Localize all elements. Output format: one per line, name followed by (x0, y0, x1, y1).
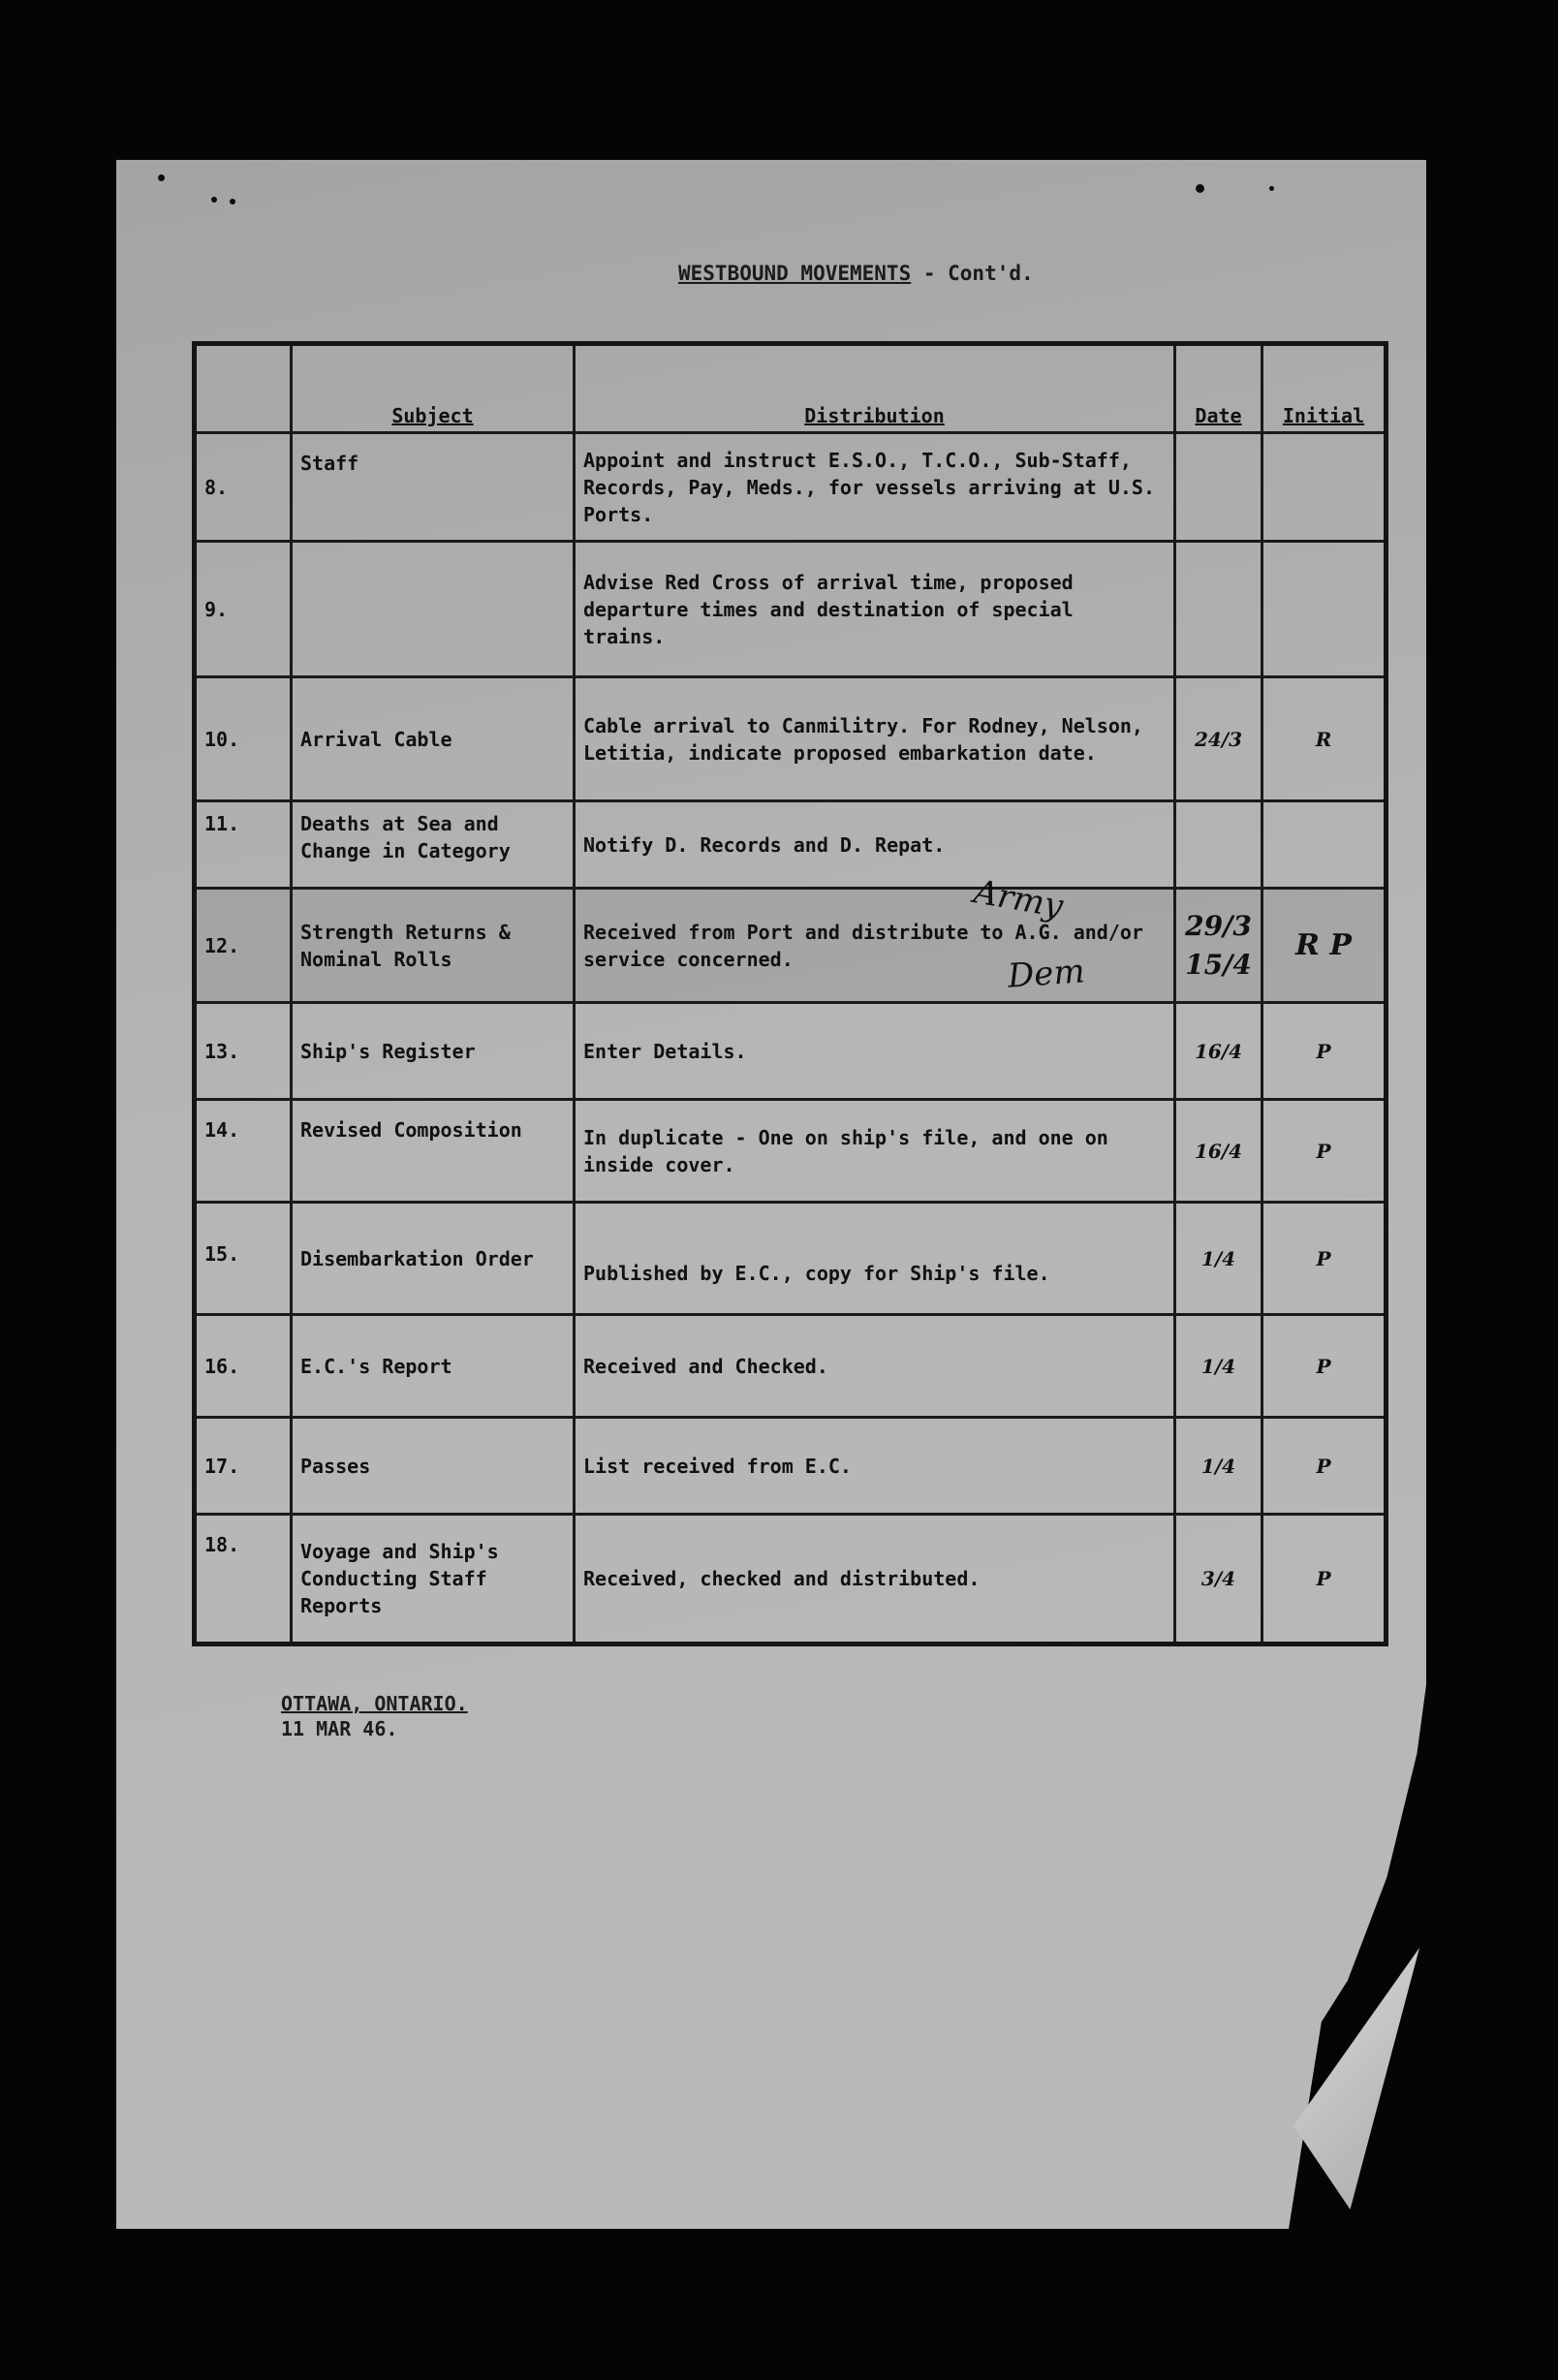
row-subject: Staff (292, 433, 575, 542)
row-distribution: Received from Port and distribute to A.G. and/or service concerned. (575, 889, 1175, 1003)
row-initial (1262, 542, 1387, 677)
row-distribution: Appoint and instruct E.S.O., T.C.O., Sub-Staff, Records, Pay, Meds., for vessels arriving at U.S. Ports. (575, 433, 1175, 542)
row-number: 11. (195, 801, 292, 889)
row-subject: Voyage and Ship's Conducting Staff Reports (292, 1515, 575, 1644)
row-date: 1/4 (1175, 1418, 1262, 1515)
table-row (195, 677, 1387, 801)
table-row (195, 1003, 1387, 1100)
dust-speck (1196, 184, 1204, 193)
row-initial: R P (1262, 889, 1387, 1003)
dust-speck (211, 197, 217, 203)
table-row (195, 1418, 1387, 1515)
row-date: 1/4 (1175, 1315, 1262, 1418)
table-header-row (195, 344, 1387, 433)
row-date: 1/4 (1175, 1203, 1262, 1315)
header-distribution: Distribution (575, 344, 1175, 433)
table-row (195, 542, 1387, 677)
row-date (1175, 542, 1262, 677)
row-initial: P (1262, 1515, 1387, 1644)
table-row (195, 801, 1387, 889)
row-distribution: Received and Checked. (575, 1315, 1175, 1418)
row-date: 3/4 (1175, 1515, 1262, 1644)
table-row (195, 1100, 1387, 1203)
title-suffix: - Cont'd. (911, 262, 1034, 285)
row-number: 13. (195, 1003, 292, 1100)
row-initial: P (1262, 1203, 1387, 1315)
table-row (195, 1203, 1387, 1315)
row-subject: E.C.'s Report (292, 1315, 575, 1418)
table-row (195, 1315, 1387, 1418)
handwritten-note-dem: Dem (1006, 952, 1086, 996)
row-number: 18. (195, 1515, 292, 1644)
footer-place: OTTAWA, ONTARIO. (281, 1692, 468, 1715)
dust-speck (1269, 186, 1274, 191)
header-subject: Subject (292, 344, 575, 433)
table-row (195, 433, 1387, 542)
row-number: 10. (195, 677, 292, 801)
document-footer (281, 1691, 468, 1741)
row-date (1175, 801, 1262, 889)
row-distribution: Received, checked and distributed. (575, 1515, 1175, 1644)
row-date: 29/3 15/4 (1175, 889, 1262, 1003)
title-heading: WESTBOUND MOVEMENTS (678, 262, 912, 285)
row-number: 17. (195, 1418, 292, 1515)
row-number: 14. (195, 1100, 292, 1203)
header-date: Date (1175, 344, 1262, 433)
row-date: 16/4 (1175, 1003, 1262, 1100)
handwritten-note-army: Army (971, 872, 1067, 926)
row-number: 12. (195, 889, 292, 1003)
row-subject (292, 542, 575, 677)
table-row (195, 1515, 1387, 1644)
header-initial: Initial (1262, 344, 1387, 433)
row-initial: R (1262, 677, 1387, 801)
row-date (1175, 433, 1262, 542)
table-row (195, 889, 1387, 1003)
row-subject: Revised Composition (292, 1100, 575, 1203)
row-initial: P (1262, 1003, 1387, 1100)
row-distribution: Cable arrival to Canmilitry. For Rodney, Nelson, Letitia, indicate proposed embarkation date. (575, 677, 1175, 801)
page-title (678, 262, 1034, 285)
row-distribution: Advise Red Cross of arrival time, proposed departure times and destination of special trains. (575, 542, 1175, 677)
row-subject: Deaths at Sea and Change in Category (292, 801, 575, 889)
row-number: 9. (195, 542, 292, 677)
row-subject: Strength Returns & Nominal Rolls (292, 889, 575, 1003)
row-initial: P (1262, 1315, 1387, 1418)
row-number: 15. (195, 1203, 292, 1315)
row-initial (1262, 433, 1387, 542)
row-initial: P (1262, 1100, 1387, 1203)
row-subject: Passes (292, 1418, 575, 1515)
row-date: 16/4 (1175, 1100, 1262, 1203)
movements-table (192, 341, 1388, 1646)
header-number (195, 344, 292, 433)
row-number: 16. (195, 1315, 292, 1418)
dust-speck (230, 199, 235, 204)
row-subject: Arrival Cable (292, 677, 575, 801)
row-subject: Disembarkation Order (292, 1203, 575, 1315)
row-number: 8. (195, 433, 292, 542)
row-distribution: List received from E.C. (575, 1418, 1175, 1515)
footer-date: 11 MAR 46. (281, 1717, 398, 1740)
row-subject: Ship's Register (292, 1003, 575, 1100)
row-initial (1262, 801, 1387, 889)
row-date: 24/3 (1175, 677, 1262, 801)
dust-speck (158, 174, 165, 181)
row-distribution: Notify D. Records and D. Repat. (575, 801, 1175, 889)
row-initial: P (1262, 1418, 1387, 1515)
row-distribution: Enter Details. (575, 1003, 1175, 1100)
row-distribution: Published by E.C., copy for Ship's file. (575, 1203, 1175, 1315)
row-distribution: In duplicate - One on ship's file, and one on inside cover. (575, 1100, 1175, 1203)
